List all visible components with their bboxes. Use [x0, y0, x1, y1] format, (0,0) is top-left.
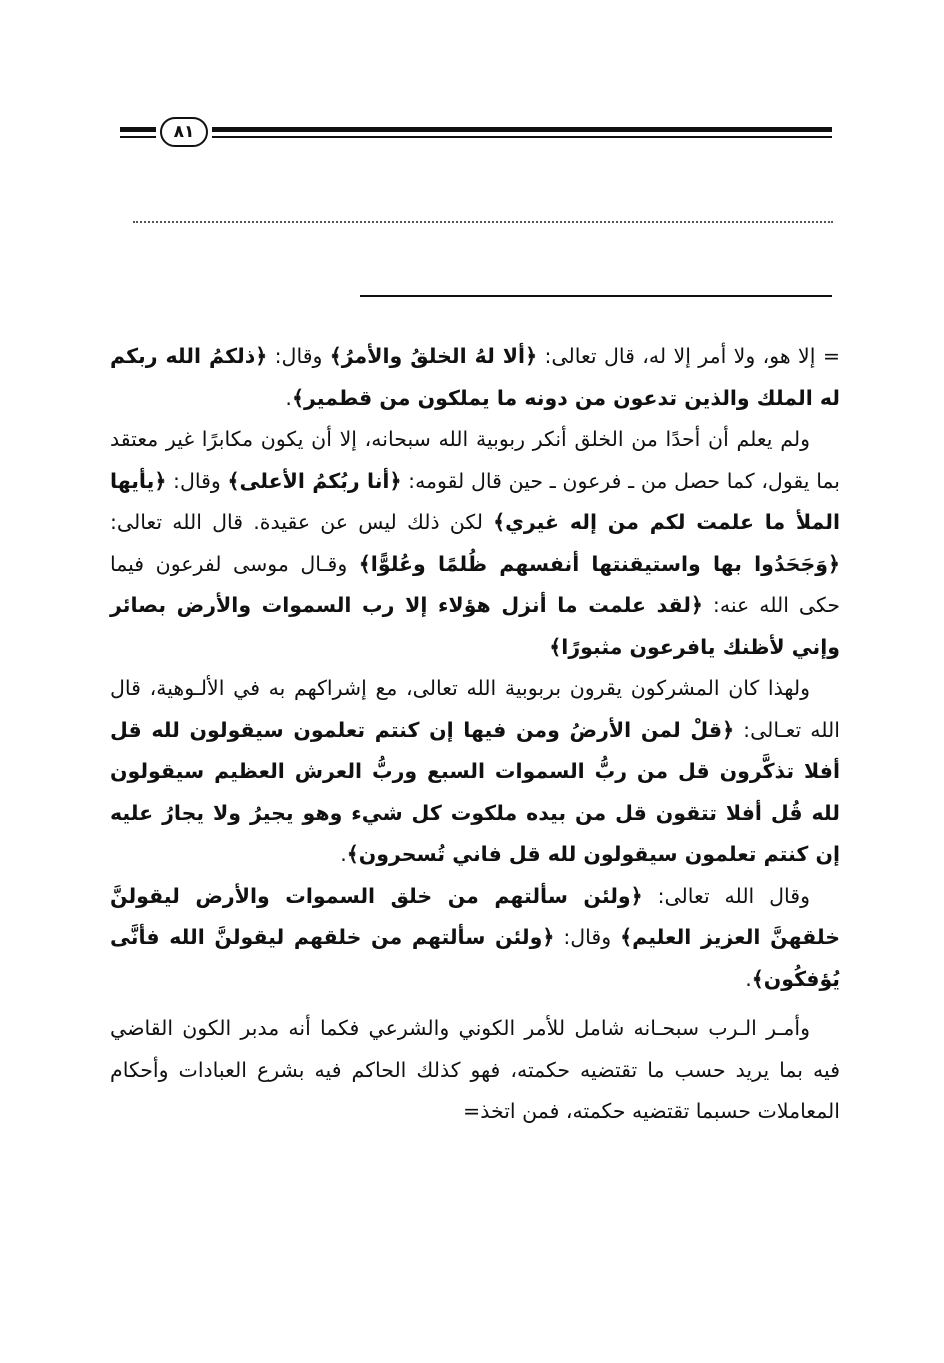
- text-segment: وقال:: [554, 925, 621, 949]
- main-text: [110, 336, 840, 1133]
- quran-verse: ﴿وَجَحَدُوا بها واستيقنتها أنفسهم ظُلمًا وعُلوًّا﴾: [358, 551, 840, 576]
- quran-verse: ﴿ولئن سألتهم من خلقهم ليقولنَّ الله فأنَّى يُؤفكُون﴾: [110, 925, 840, 991]
- quran-verse: ﴿لقد علمت ما أنزل هؤلاء إلا رب السموات والأرض بصائر وإني لأظنك يافرعون مثبورًا﴾: [110, 593, 840, 659]
- text-segment: ولهذا كان المشركون يقرون بربوبية الله تعالى، مع إشراكهم به في الألـوهية، قال الله تعـالى:: [110, 676, 840, 742]
- page-number: ٨١: [160, 117, 208, 147]
- text-segment: لكن ذلك ليس عن عقيدة. قال الله تعالى:: [110, 510, 494, 534]
- text-segment: ولم يعلم أن أحدًا من الخلق أنكر ربوبية الله سبحانه، إلا أن يكون مكابرًا غير معتقد بما يقول، كما حصل من ـ فرعون ـ حين قال لقومه:: [110, 427, 840, 493]
- quran-verse: ﴿يأيها الملأ ما علمت لكم من إله غيري﴾: [110, 468, 841, 534]
- paragraph-3: [110, 668, 840, 876]
- text-segment: وقال الله تعالى:: [642, 883, 810, 908]
- text-segment: وقال:: [166, 468, 228, 493]
- text-segment: وأمـر الـرب سبحـانه شامل للأمر الكوني والشرعي فكما أنه مدبر الكون القاضي فيه بما يريد حسب ما تقتضيه حكمته، فهو كذلك الحاكم فيه بشرع العبادات وأحكام المعاملات حسبما تقتضيه حكمته، فمن اتخذ=: [110, 1016, 840, 1123]
- text-segment: = إلا هو، ولا أمر إلا له، قال تعالى:: [537, 344, 840, 368]
- text-segment: وقـال موسى لفرعون فيما حكى الله عنه:: [110, 551, 841, 617]
- header-rule-right: [212, 127, 832, 132]
- quran-verse: ﴿أنا ربُكمُ الأعلى﴾: [227, 468, 402, 493]
- quran-verse: ﴿ألا لهُ الخلقُ والأمرُ﴾: [329, 344, 538, 368]
- paragraph-4: [110, 876, 840, 1001]
- quran-verse: ﴿ذلكمُ الله ربكم له الملك والذين تدعون من دونه ما يملكون من قطمير﴾: [110, 344, 840, 410]
- paragraph-5: [110, 1008, 840, 1133]
- quran-verse: ﴿قلْ لمن الأرضُ ومن فيها إن كنتم تعلمون سيقولون لله قل أفلا تذكَّرون قل من ربُّ السموات السبع وربُّ العرش العظيم سيقولون لله قُل أفلا تتقون قل من بيده ملكوت كل شيء وهو يجيرُ ولا يجارُ عليه إن كنتم تعلمون سيقولون لله قل فاني تُسحرون﴾: [110, 717, 840, 866]
- header-rule-left-thin: [120, 136, 156, 138]
- paragraph-1: [110, 336, 840, 419]
- header-rule-right-thin: [212, 136, 832, 138]
- section-rule: [360, 295, 832, 297]
- header-rule-left: [120, 127, 156, 132]
- text-segment: .: [745, 966, 752, 991]
- quran-verse: ﴿ولئن سألتهم من خلق السموات والأرض ليقولنَّ خلقهنَّ العزيز العليم﴾: [110, 883, 840, 949]
- page-header: [120, 115, 832, 155]
- paragraph-2: [110, 419, 840, 668]
- text-segment: وقال:: [267, 344, 330, 368]
- text-segment: .: [285, 385, 292, 410]
- dotted-separator: [133, 221, 833, 223]
- text-segment: .: [340, 842, 347, 866]
